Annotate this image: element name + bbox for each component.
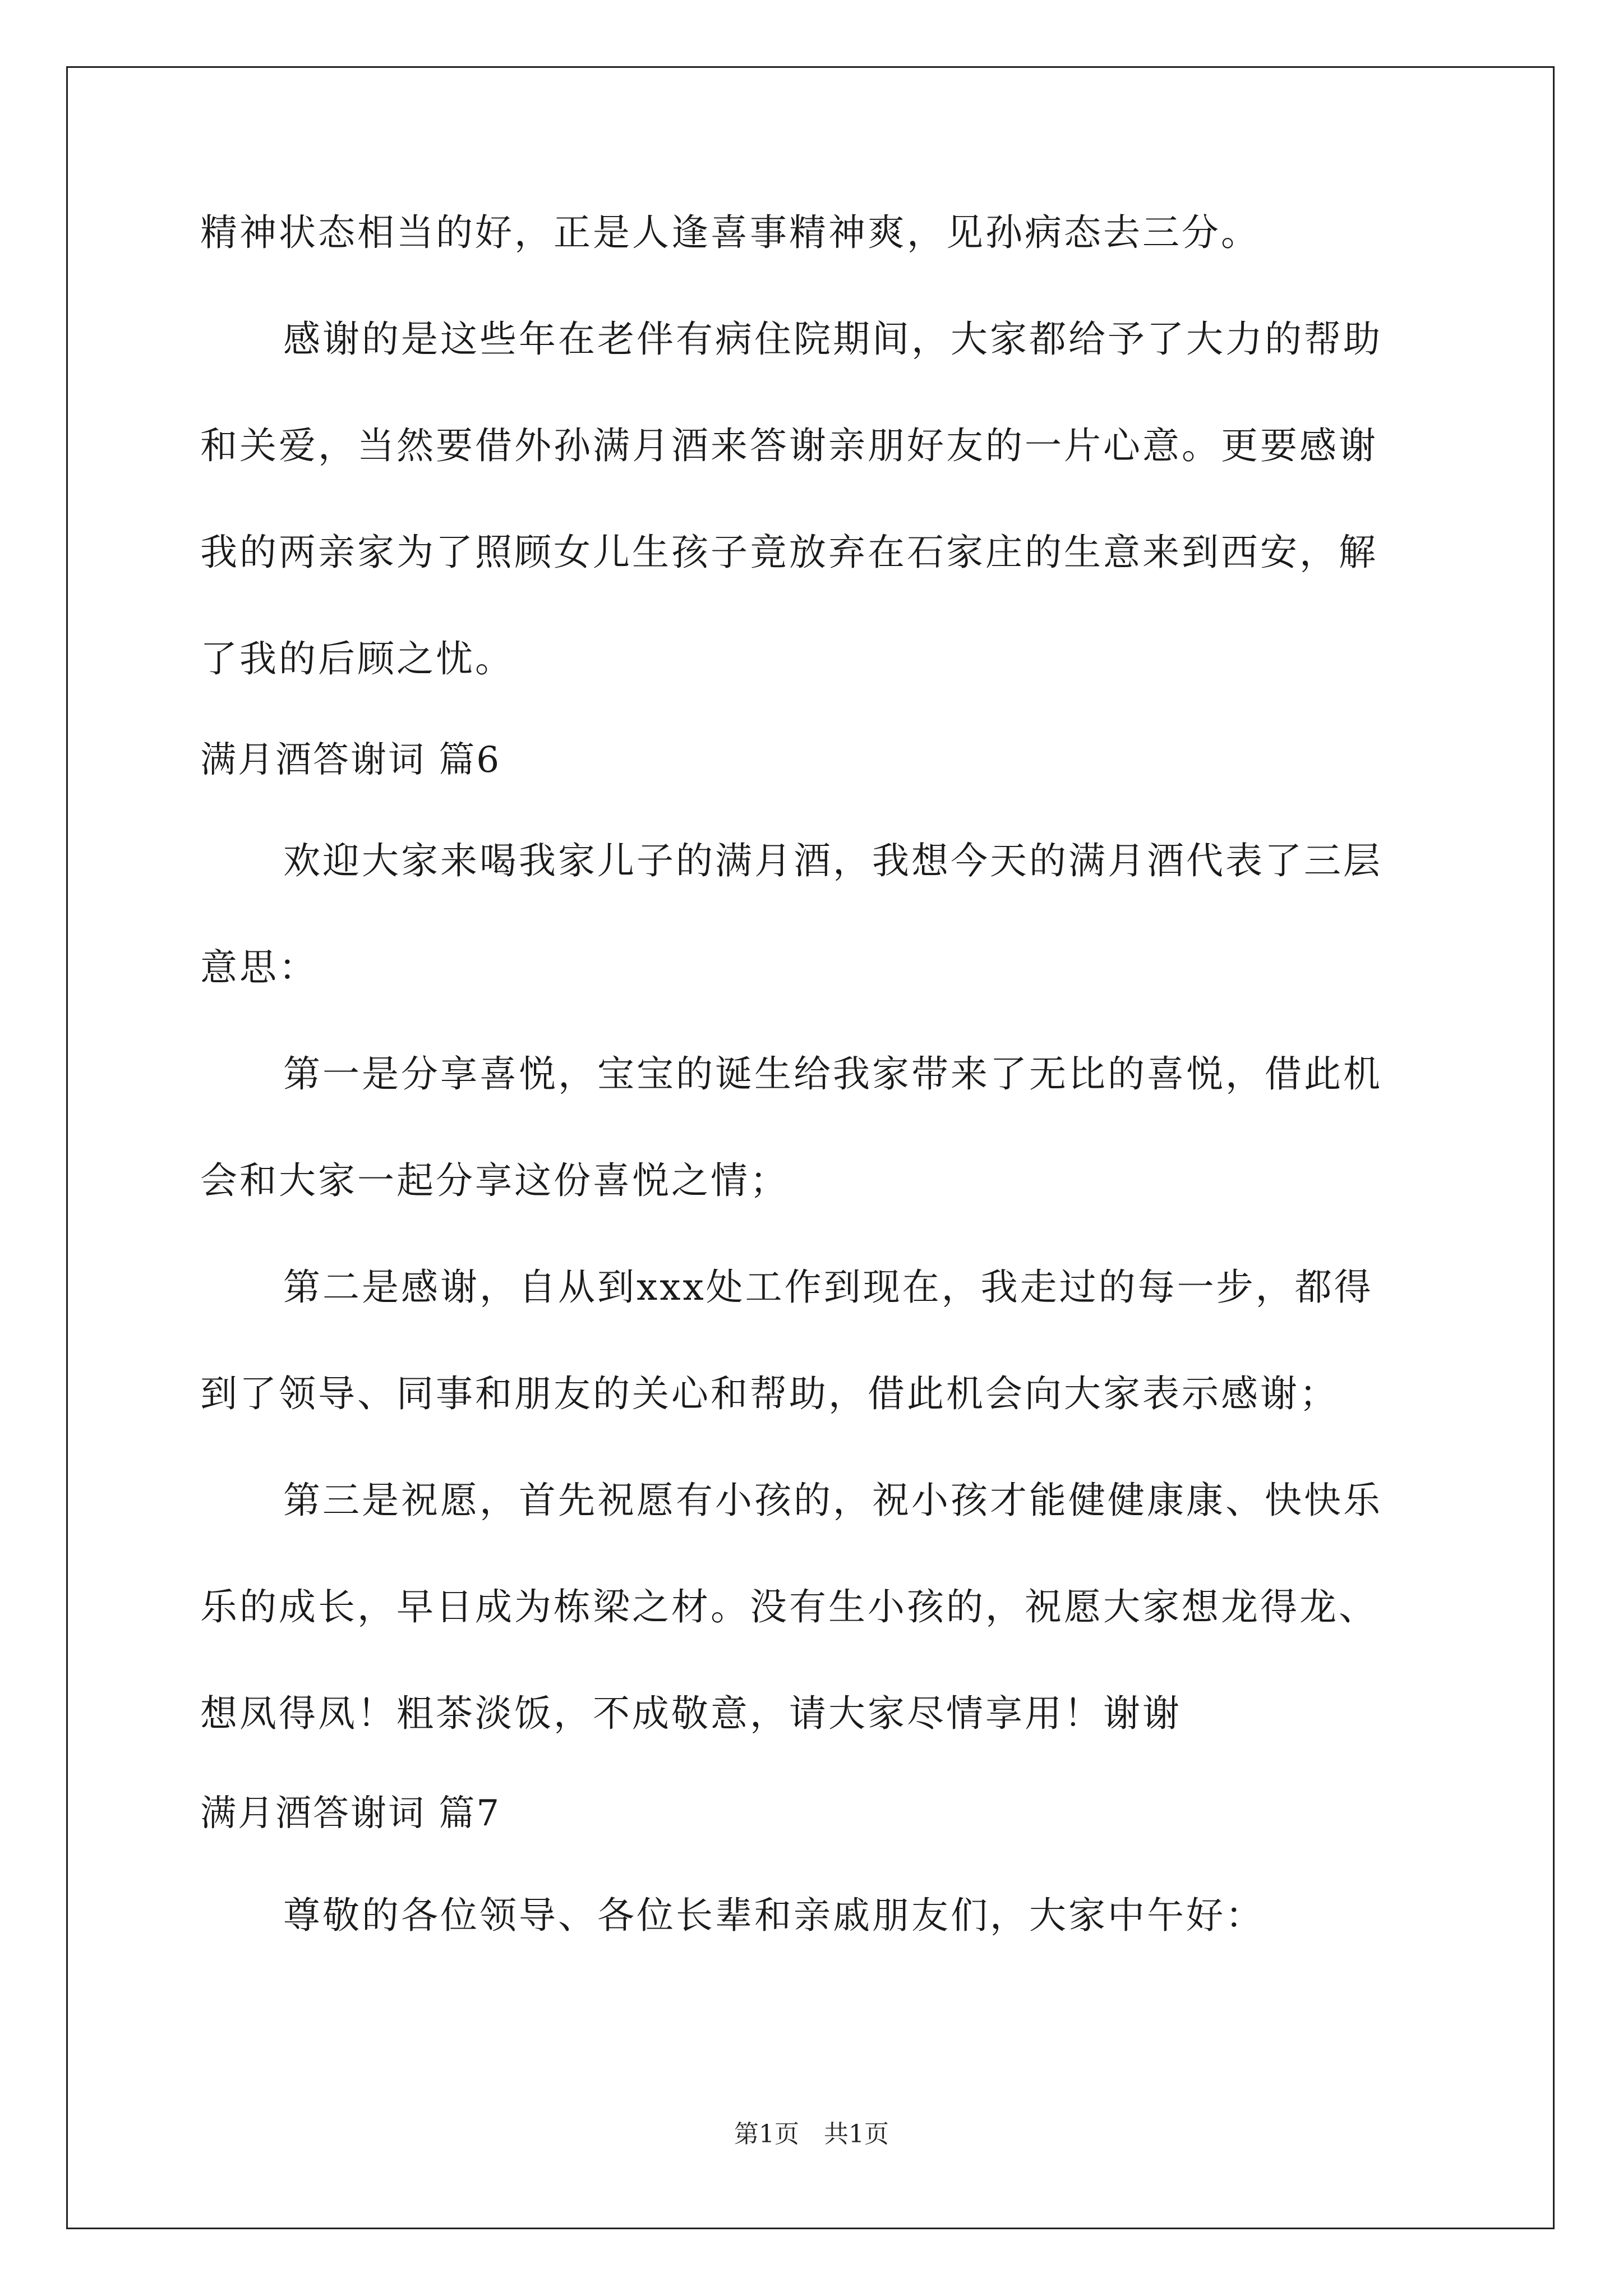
body-line: 想凤得凤！粗茶淡饭，不成敬意，请大家尽情享用！谢谢 [200,1692,1182,1735]
body-line: 乐的成长，早日成为栋梁之材。没有生小孩的，祝愿大家想龙得龙、 [200,1585,1378,1628]
paragraph-line: 第二是感谢，自从到xxx处工作到现在，我走过的每一步，都得 [283,1266,1373,1309]
paragraph-line: 感谢的是这些年在老伴有病住院期间，大家都给予了大力的帮助 [283,318,1382,361]
paragraph-line: 第三是祝愿，首先祝愿有小孩的，祝小孩才能健健康康、快快乐 [283,1479,1382,1522]
section-heading: 满月酒答谢词 篇6 [200,739,501,781]
paragraph-line: 第一是分享喜悦，宝宝的诞生给我家带来了无比的喜悦，借此机 [283,1052,1382,1096]
body-line: 和关爱，当然要借外孙满月酒来答谢亲朋好友的一片心意。更要感谢 [200,424,1378,467]
page-footer: 第1页 共1页 [734,2120,889,2148]
section-heading: 满月酒答谢词 篇7 [200,1793,501,1834]
body-line: 会和大家一起分享这份喜悦之情； [200,1159,789,1202]
body-line: 意思： [200,946,318,989]
body-line: 精神状态相当的好，正是人逢喜事精神爽，见孙病态去三分。 [200,211,1260,254]
body-line: 了我的后顾之忧。 [200,637,514,680]
paragraph-line: 尊敬的各位领导、各位长辈和亲戚朋友们，大家中午好： [283,1894,1265,1937]
body-line: 到了领导、同事和朋友的关心和帮助，借此机会向大家表示感谢； [200,1372,1339,1415]
body-line: 我的两亲家为了照顾女儿生孩子竟放弃在石家庄的生意来到西安，解 [200,531,1378,574]
paragraph-line: 欢迎大家来喝我家儿子的满月酒，我想今天的满月酒代表了三层 [283,839,1382,882]
